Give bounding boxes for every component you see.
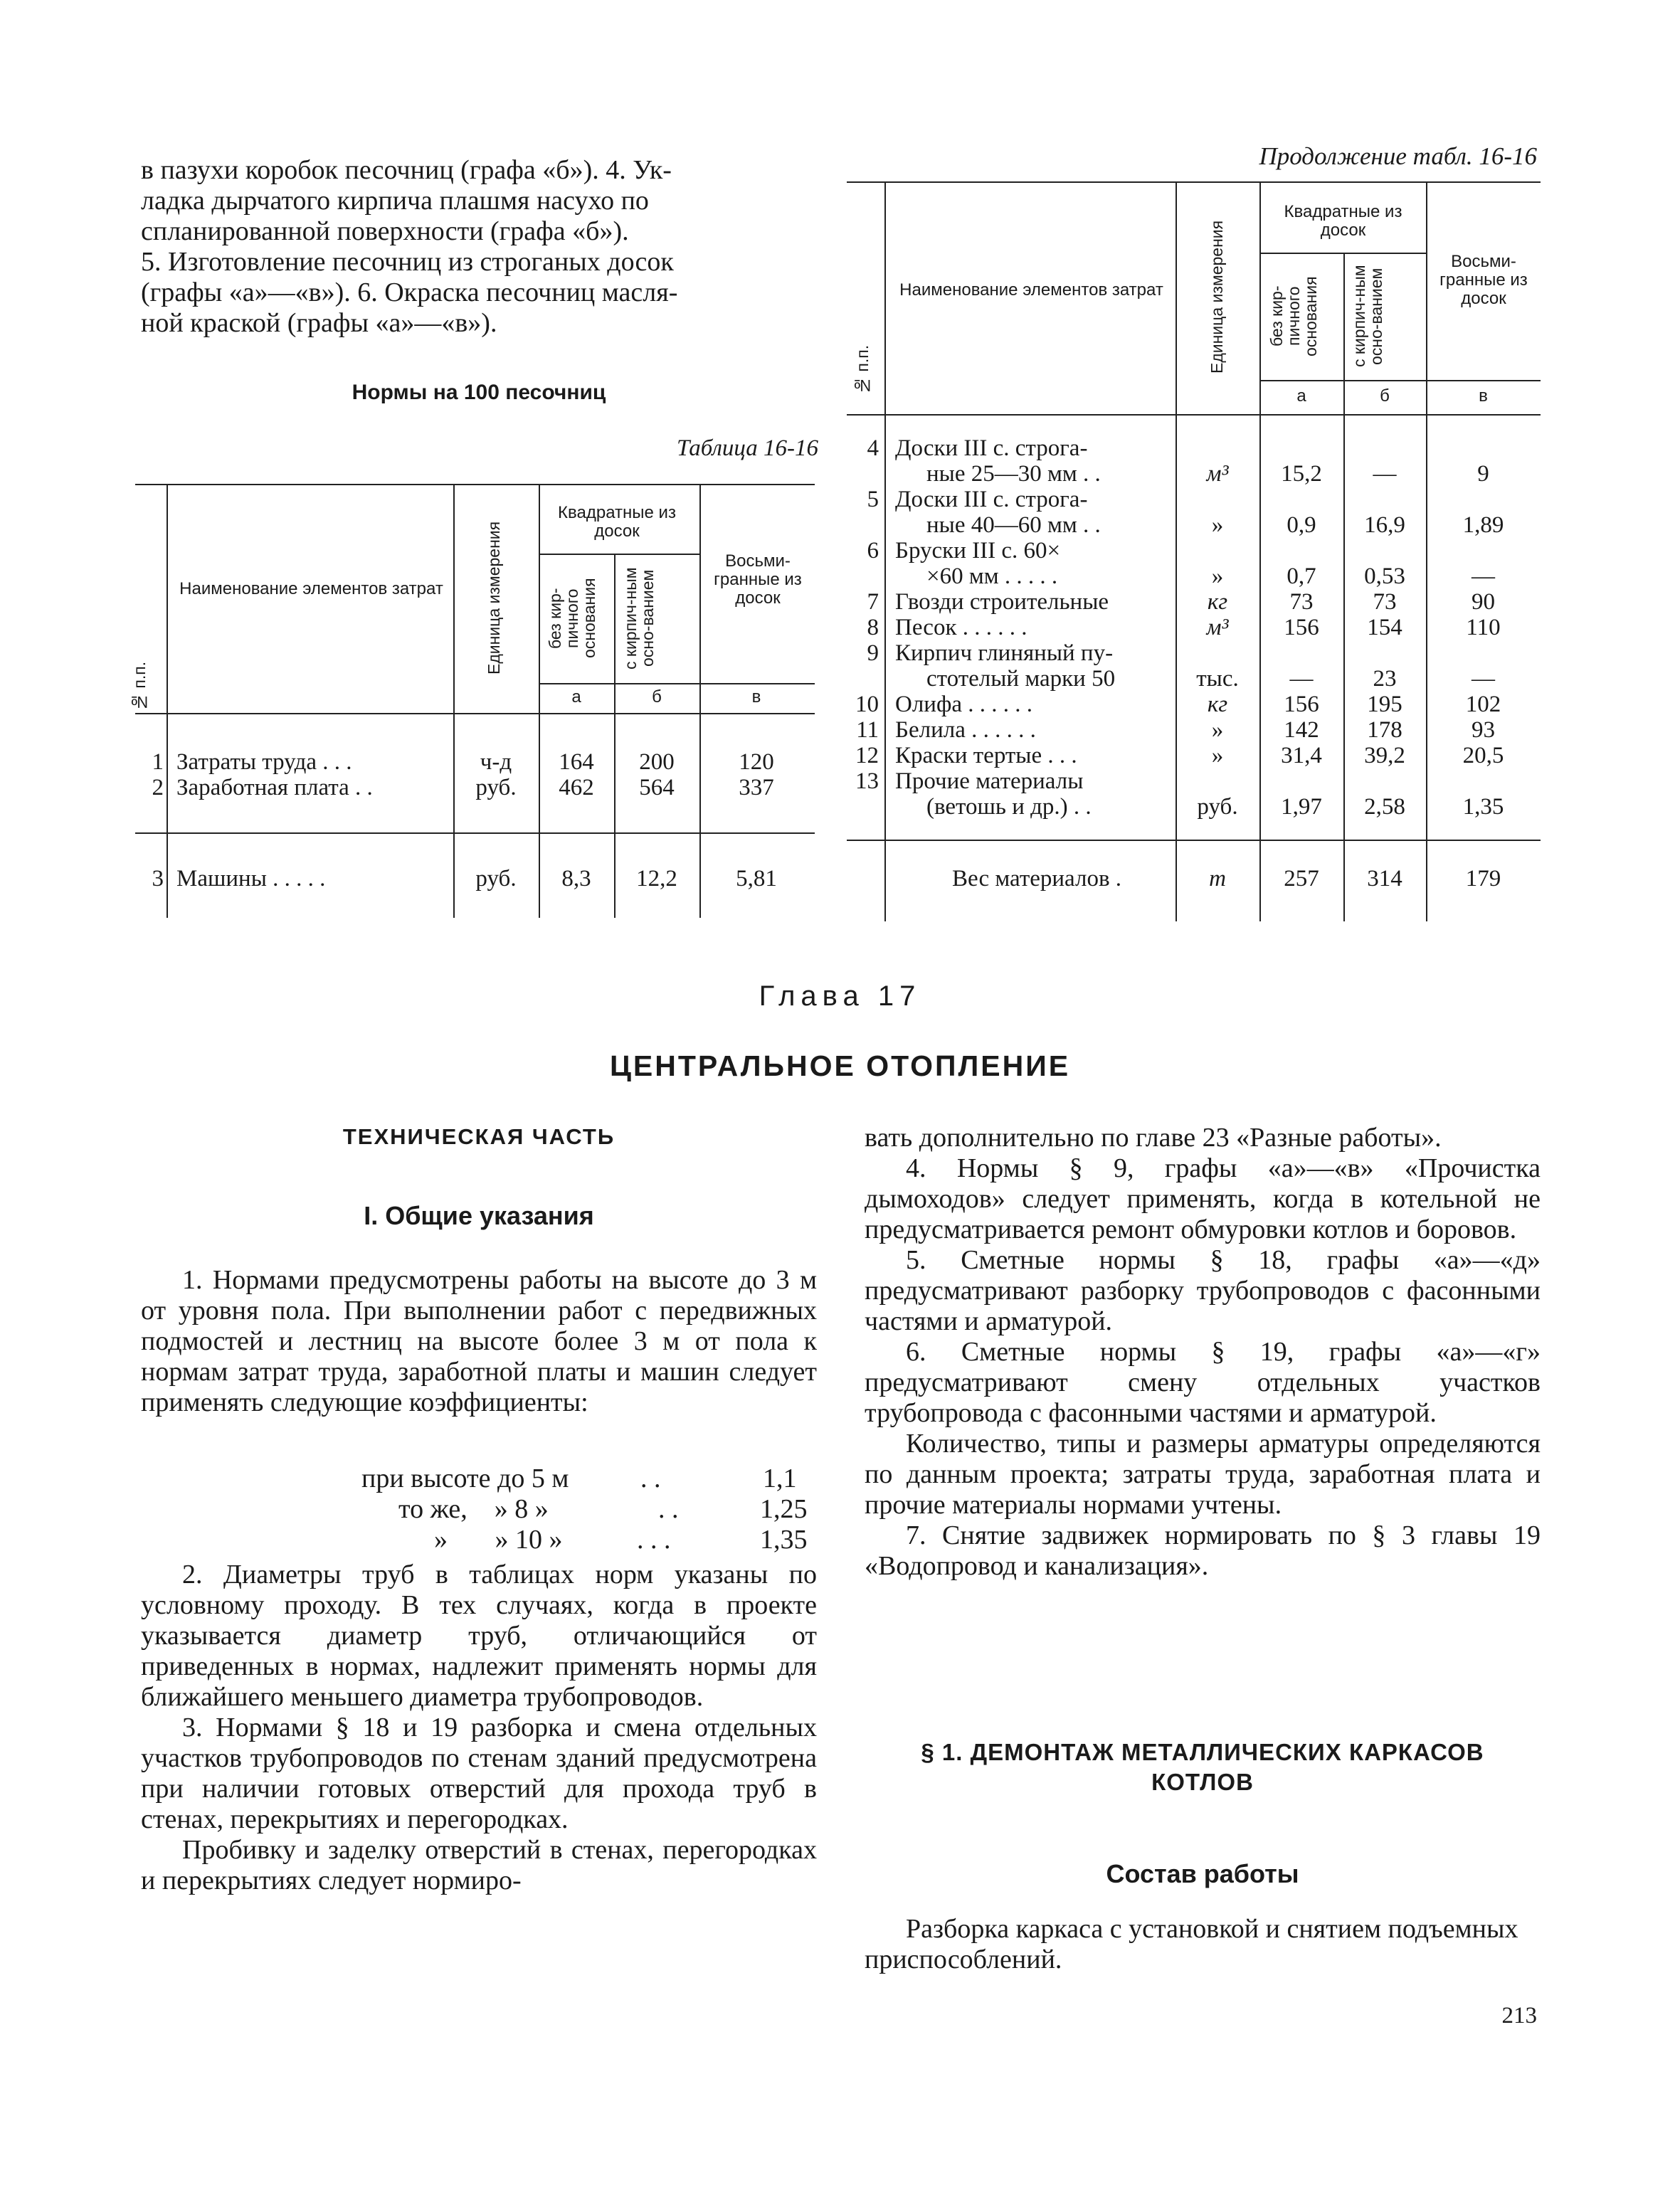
intro-line: ной краской (графы «а»—«в»). <box>141 308 497 338</box>
header-unit: Единица измерения <box>485 521 503 674</box>
intro-paragraph <box>141 155 817 339</box>
paragraph-3: 3. Нормами § 18 и 19 разборка и смена отдельных участков трубопроводов по стенам зданий предусмотрена при наличии готовых отверстий для прохода труб в стенах, перекрытиях и перегородках. <box>141 1713 817 1834</box>
intro-line: 5. Изготовление песочниц из строганых досок <box>141 247 674 277</box>
header-with-brick: с кирпич-ным осно-ванием <box>1350 265 1385 368</box>
left-body <box>141 1265 817 1418</box>
header-octagonal: Восьми-гранные из досок <box>714 551 802 608</box>
table-label: Таблица 16-16 <box>677 435 818 461</box>
left-body-2 <box>141 1560 817 1896</box>
paragraph-6: 6. Сметные нормы § 19, графы «а»—«г» предусматривают смену отдельных участков трубопровода с фасонными частями и арматурой. <box>865 1337 1541 1428</box>
col-a: а <box>571 687 581 707</box>
intro-line: в пазухи коробок песочниц (графа «б»). 4. Ук- <box>141 155 672 185</box>
header-unit: Единица измерения <box>1208 220 1226 374</box>
paragraph-1: 1. Нормами предусмотрены работы на высоте до 3 м от уровня пола. При выполнении работ с передвижных подмостей и лестниц на высоте более 3 м от пола к нормам затрат труда, заработной платы и машин следует применять следующие коэффициенты: <box>141 1265 817 1417</box>
col-b: б <box>1380 386 1390 406</box>
paragraph-5: 5. Сметные нормы § 18, графы «а»—«д» предусматривают разборку трубопроводов с фасонными частями и арматурой. <box>865 1245 1541 1336</box>
general-heading: I. Общие указания <box>364 1201 594 1230</box>
header-num: № п.п. <box>853 344 872 396</box>
header-square: Квадратные из досок <box>558 503 676 541</box>
intro-line: спланированной поверхности (графа «б»). <box>141 216 629 246</box>
col-c: в <box>751 687 761 707</box>
continuation-label: Продолжение табл. 16-16 <box>1259 142 1537 170</box>
intro-line: ладка дырчатого кирпича плашмя насухо по <box>141 186 649 216</box>
header-with-brick: с кирпич-ным осно-ванием <box>621 567 657 670</box>
col-b: б <box>652 687 662 707</box>
header-num: № п.п. <box>130 661 149 711</box>
header-no-brick: без кир-пичного основания <box>546 578 598 659</box>
chapter-title: ЦЕНТРАЛЬНОЕ ОТОПЛЕНИЕ <box>609 1049 1071 1082</box>
paragraph-2: 2. Диаметры труб в таблицах норм указаны по условному проходу. В тех случаях, когда в проекте указывается диаметр труб, отличающийся от приведенных в нормах, надлежит применять нормы для ближайшего меньшего диаметра трубопроводов. <box>141 1560 817 1712</box>
col-a: а <box>1296 386 1306 406</box>
paragraph-continued: вать дополнительно по главе 23 «Разные работы». <box>865 1123 1442 1153</box>
paragraph-7: 7. Снятие задвижек нормировать по § 3 главы 19 «Водопровод и канализация». <box>865 1520 1541 1581</box>
work-composition-text: Разборка каркаса с установкой и снятием подъемных приспособлений. <box>865 1914 1518 1974</box>
paragraph-6b: Количество, типы и размеры арматуры определяются по данным проекта; затраты труда, заработная плата и прочие материалы нормами учтены. <box>865 1429 1541 1520</box>
tech-part-heading: ТЕХНИЧЕСКАЯ ЧАСТЬ <box>342 1124 616 1149</box>
header-square: Квадратные из досок <box>1284 202 1402 240</box>
section-1-heading: § 1. ДЕМОНТАЖ МЕТАЛЛИЧЕСКИХ КАРКАСОВ КОТЛОВ <box>921 1739 1484 1795</box>
paragraph-4: Пробивку и заделку отверстий в стенах, перегородках и перекрытиях следует нормиро- <box>141 1835 817 1895</box>
header-name: Наименование элементов затрат <box>179 579 443 598</box>
page-number: 213 <box>1501 2003 1537 2028</box>
col-c: в <box>1479 386 1488 406</box>
work-composition-heading: Состав работы <box>1106 1859 1299 1888</box>
intro-line: (графы «а»—«в»). 6. Окраска песочниц масля- <box>141 277 678 307</box>
right-body <box>865 1123 1541 1582</box>
paragraph-4: 4. Нормы § 9, графы «а»—«в» «Прочистка дымоходов» следует применять, когда в котельной не предусматривается ремонт обмуровки котлов и боровов. <box>865 1153 1541 1244</box>
chapter-label: Глава 17 <box>759 980 921 1012</box>
header-name: Наименование элементов затрат <box>899 280 1163 300</box>
header-octagonal: Восьми-гранные из досок <box>1439 252 1528 308</box>
header-no-brick: без кир-пичного основания <box>1267 276 1320 356</box>
norms-title: Нормы на 100 песочниц <box>352 381 606 404</box>
